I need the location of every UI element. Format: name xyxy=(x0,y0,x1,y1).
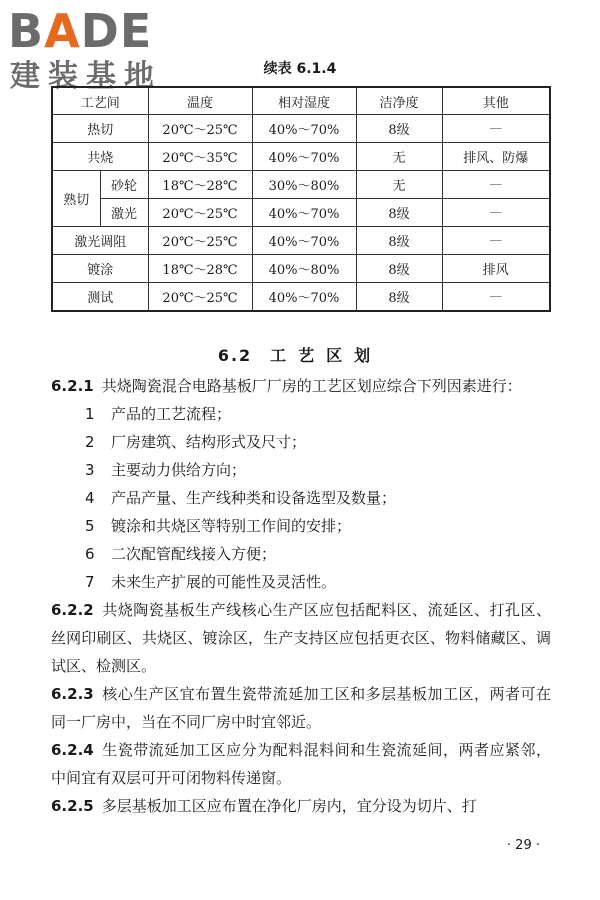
cell-temperature: 18℃～28℃ xyxy=(148,171,252,199)
cell-other: — xyxy=(442,283,550,312)
clause-text: 生瓷带流延加工区应分为配料混料间和生瓷流延间，两者应紧邻，中间宜有双层可开可闭物料传递窗。 xyxy=(51,741,551,787)
cell-process-group: 熟切 xyxy=(52,171,100,227)
cell-humidity: 40%～70% xyxy=(252,227,356,255)
table-container xyxy=(51,86,549,312)
list-item xyxy=(51,456,551,484)
clause-number: 6.2.3 xyxy=(51,685,94,703)
cell-other: — xyxy=(442,171,550,199)
list-item-text: 二次配管配线接入方便； xyxy=(111,545,277,563)
cell-cleanliness: 8级 xyxy=(356,255,442,283)
cell-cleanliness: 8级 xyxy=(356,283,442,312)
cell-humidity: 40%～70% xyxy=(252,199,356,227)
cell-temperature: 18℃～28℃ xyxy=(148,255,252,283)
list-item-number: 3 xyxy=(85,461,95,479)
cell-cleanliness: 8级 xyxy=(356,199,442,227)
section-title: 工艺区划 xyxy=(270,346,383,365)
clause-6-2-5 xyxy=(51,792,551,820)
list-item xyxy=(51,484,551,512)
cell-other: 排风、防爆 xyxy=(442,143,550,171)
cell-process: 激光调阻 xyxy=(52,227,148,255)
clause-number: 6.2.1 xyxy=(51,377,94,395)
header-process: 工艺间 xyxy=(52,87,148,115)
logo-latin-text: BADE xyxy=(8,4,153,58)
header-humidity: 相对湿度 xyxy=(252,87,356,115)
list-item-text: 镀涂和共烧区等特别工作间的安排； xyxy=(111,517,352,535)
list-item-number: 6 xyxy=(85,545,95,563)
bade-logo xyxy=(8,4,178,96)
table-row xyxy=(52,143,550,171)
cell-other: — xyxy=(442,115,550,143)
cell-temperature: 20℃～25℃ xyxy=(148,283,252,312)
clause-number: 6.2.5 xyxy=(51,797,94,815)
cell-other: 排风 xyxy=(442,255,550,283)
cell-humidity: 40%～70% xyxy=(252,143,356,171)
list-item xyxy=(51,400,551,428)
header-other: 其他 xyxy=(442,87,550,115)
header-cleanliness: 洁净度 xyxy=(356,87,442,115)
list-item-text: 产品的工艺流程； xyxy=(111,405,232,423)
page-number: · 29 · xyxy=(506,838,540,853)
table-row xyxy=(52,227,550,255)
list-item-text: 未来生产扩展的可能性及灵活性。 xyxy=(111,573,337,591)
cell-process: 测试 xyxy=(52,283,148,312)
process-environment-table xyxy=(51,86,551,312)
cell-temperature: 20℃～35℃ xyxy=(148,143,252,171)
cell-process: 砂轮 xyxy=(100,171,148,199)
list-item xyxy=(51,512,551,540)
body-text xyxy=(51,372,551,820)
cell-humidity: 40%～80% xyxy=(252,255,356,283)
clause-6-2-4 xyxy=(51,736,551,792)
list-item-number: 4 xyxy=(85,489,95,507)
clause-text: 共烧陶瓷混合电路基板厂厂房的工艺区划应综合下列因素进行： xyxy=(101,377,522,395)
table-row xyxy=(52,171,550,199)
list-item-number: 5 xyxy=(85,517,95,535)
list-item-number: 7 xyxy=(85,573,95,591)
list-item-text: 产品产量、生产线种类和设备选型及数量； xyxy=(111,489,397,507)
table-row xyxy=(52,283,550,312)
table-row xyxy=(52,255,550,283)
list-item xyxy=(51,428,551,456)
cell-humidity: 40%～70% xyxy=(252,283,356,312)
table-row xyxy=(52,199,550,227)
cell-process: 共烧 xyxy=(52,143,148,171)
clause-6-2-1 xyxy=(51,372,551,400)
list-item-number: 2 xyxy=(85,433,95,451)
cell-cleanliness: 8级 xyxy=(356,227,442,255)
list-item-text: 厂房建筑、结构形式及尺寸； xyxy=(111,433,307,451)
table-row xyxy=(52,115,550,143)
clause-text: 共烧陶瓷基板生产线核心生产区应包括配料区、流延区、打孔区、丝网印刷区、共烧区、镀涂区，生产支持区应包括更衣区、物料储藏区、调试区、检测区。 xyxy=(51,601,551,675)
clause-text: 多层基板加工区应布置在净化厂房内，宜分设为切片、打 xyxy=(101,797,477,815)
list-item xyxy=(51,568,551,596)
cell-process: 镀涂 xyxy=(52,255,148,283)
table-header-row xyxy=(52,87,550,115)
section-heading xyxy=(0,343,600,366)
cell-process: 激光 xyxy=(100,199,148,227)
cell-temperature: 20℃～25℃ xyxy=(148,199,252,227)
list-item xyxy=(51,540,551,568)
cell-cleanliness: 无 xyxy=(356,143,442,171)
cell-temperature: 20℃～25℃ xyxy=(148,227,252,255)
clause-number: 6.2.2 xyxy=(51,601,94,619)
clause-6-2-2 xyxy=(51,596,551,680)
cell-cleanliness: 8级 xyxy=(356,115,442,143)
clause-6-2-3 xyxy=(51,680,551,736)
cell-temperature: 20℃～25℃ xyxy=(148,115,252,143)
cell-other: — xyxy=(442,227,550,255)
table-caption: 续表 6.1.4 xyxy=(263,61,337,77)
list-item-number: 1 xyxy=(85,405,95,423)
cell-other: — xyxy=(442,199,550,227)
section-number: 6.2 xyxy=(217,346,253,365)
list-item-text: 主要动力供给方向； xyxy=(111,461,247,479)
header-temperature: 温度 xyxy=(148,87,252,115)
cell-humidity: 30%～80% xyxy=(252,171,356,199)
clause-text: 核心生产区宜布置生瓷带流延加工区和多层基板加工区，两者可在同一厂房中，当在不同厂房中时宜邻近。 xyxy=(51,685,551,731)
cell-humidity: 40%～70% xyxy=(252,115,356,143)
logo-chinese-text: 建装基地 xyxy=(10,59,162,94)
cell-cleanliness: 无 xyxy=(356,171,442,199)
cell-process: 热切 xyxy=(52,115,148,143)
clause-number: 6.2.4 xyxy=(51,741,94,759)
